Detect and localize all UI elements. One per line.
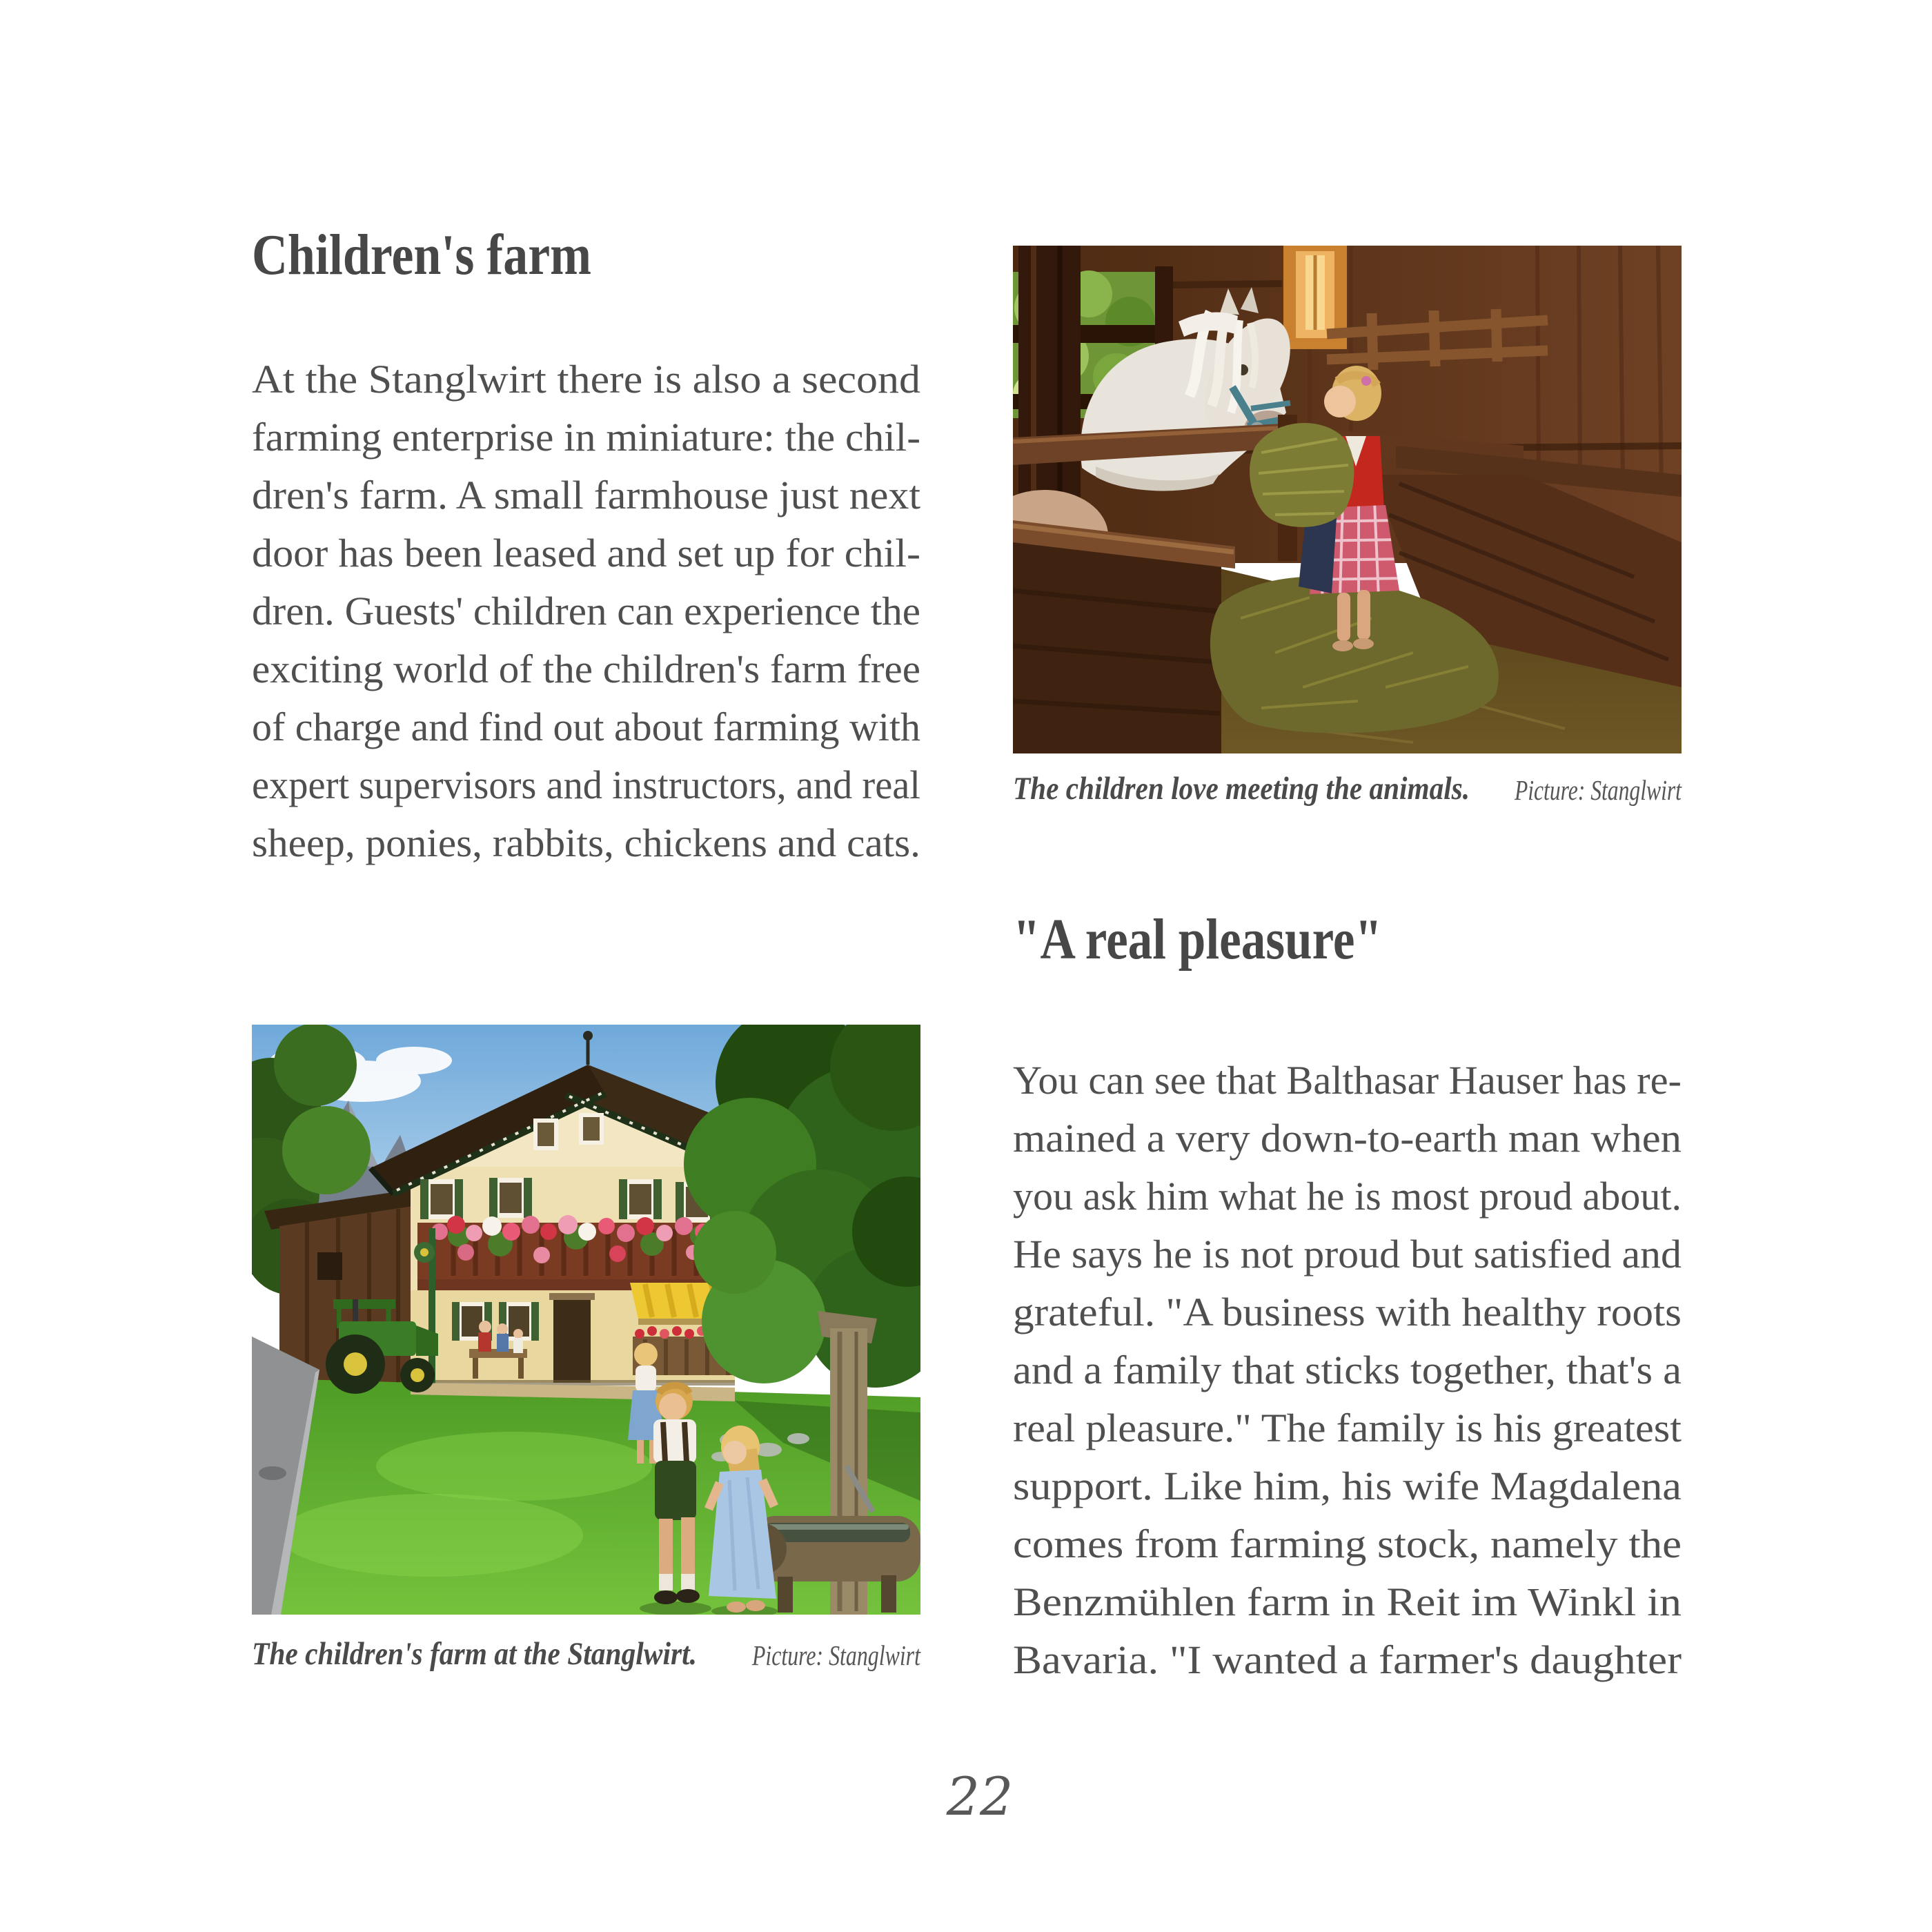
farmhouse-caption-credit: Picture: Stanglwirt: [752, 1639, 920, 1671]
farmhouse-photo: [252, 1025, 920, 1615]
heading-childrens-farm: [252, 225, 649, 286]
heading-childrens-farm-text: Children's farm: [252, 223, 591, 287]
text-line: expert supervisors and instructors, and real: [252, 762, 920, 807]
text-line: dren's farm. A small farmhouse just next: [252, 473, 920, 518]
text-line: exciting world of the children's farm free: [252, 647, 920, 691]
text-line: real pleasure." The family is his greatest: [1013, 1406, 1682, 1450]
text-line: and a family that sticks together, that's a: [1013, 1348, 1682, 1392]
stable-caption-credit: Picture: Stanglwirt: [1515, 774, 1682, 806]
heading-a-real-pleasure-text: "A real pleasure": [1013, 907, 1382, 972]
front-door: [549, 1293, 595, 1383]
pen-wall: [1013, 520, 1235, 753]
paragraph-childrens-farm: [252, 351, 920, 872]
text-line: farming enterprise in miniature: the chil-: [252, 415, 920, 460]
heading-a-real-pleasure: [1013, 909, 1448, 970]
text-line: grateful. "A business with healthy roots: [1013, 1290, 1682, 1334]
farmhouse-photo-figure: [252, 1025, 920, 1615]
text-line: mained a very down-to-earth man when: [1013, 1116, 1682, 1161]
stable-photo-figure: [1013, 246, 1682, 753]
text-line: Bavaria. "I wanted a farmer's daughter: [1013, 1637, 1682, 1682]
right-tree: [684, 1025, 920, 1388]
text-line: of charge and find out about farming with: [252, 704, 920, 749]
stable-photo: [1013, 246, 1682, 753]
hay-bundle: [1250, 423, 1354, 527]
text-line: You can see that Balthasar Hauser has re-: [1013, 1058, 1682, 1103]
text-line: sheep, ponies, rabbits, chickens and cats.: [252, 820, 920, 865]
text-line: Benzmühlen farm in Reit im Winkl in: [1013, 1579, 1682, 1624]
text-line: door has been leased and set up for chil-: [252, 531, 920, 575]
farmhouse-caption: [252, 1633, 920, 1675]
flower-balcony: [417, 1215, 735, 1290]
farmhouse-caption-text: The children's farm at the Stanglwirt.: [252, 1636, 697, 1672]
stable-caption-text: The children love meeting the animals.: [1013, 771, 1470, 807]
text-line: comes from farming stock, namely the: [1013, 1521, 1682, 1566]
text-line: you ask him what he is most proud about.: [1013, 1174, 1682, 1219]
text-line: He says he is not proud but satisfied and: [1013, 1232, 1682, 1276]
text-line: At the Stanglwirt there is also a second: [252, 357, 920, 402]
stable-caption: [1013, 767, 1682, 810]
text-line: support. Like him, his wife Magdalena: [1013, 1463, 1682, 1508]
paragraph-a-real-pleasure: [1013, 1052, 1682, 1689]
text-line: dren. Guests' children can experience the: [252, 589, 920, 633]
page-number: 22: [946, 1766, 1014, 1827]
